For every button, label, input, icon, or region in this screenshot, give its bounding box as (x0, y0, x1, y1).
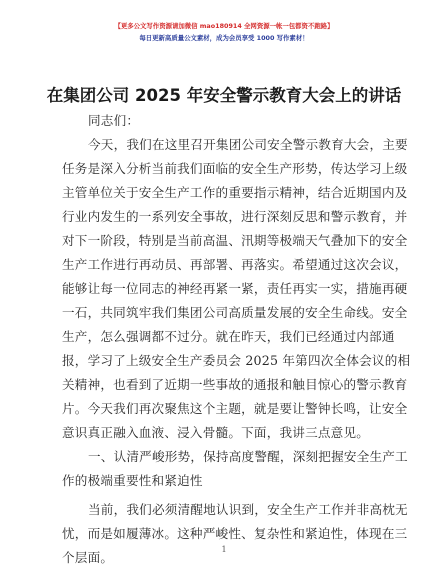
paragraph-line: 能够让每一位同志的神经再紧一紧，责任再实一实，措施再硬 (62, 281, 408, 296)
paragraph-line: 行业内发生的一系列安全事故，进行深刻反思和警示教育，并 (62, 209, 408, 224)
paragraph-line: 一石，共同筑牢我们集团公司高质量发展的安全生命线。安全 (62, 305, 408, 320)
paragraph-line: 主管单位关于安全生产工作的重要指示精神，结合近期国内及 (62, 185, 408, 200)
promo-banner-line-1: 【更多公文写作资源请加微信 mao180914 全网资源一帐一包都资不跑路】 (114, 22, 334, 30)
paragraph-line: 忧，而是如履薄冰。这种严峻性、复杂性和紧迫性，体现在三 (62, 526, 408, 541)
document-body (62, 109, 411, 570)
paragraph-line: 对下一阶段，特别是当前高温、汛期等极端天气叠加下的安全 (62, 233, 408, 248)
paragraph-line: 意识真正融入血液、浸入骨髓。下面，我讲三点意见。 (62, 425, 370, 440)
paragraph-line: 生产，怎么强调都不过分。就在昨天，我们已经通过内部通 (62, 329, 395, 344)
paragraph-line: 当前，我们必须清醒地认识到，安全生产工作并非高枕无 (88, 502, 408, 517)
section-heading-1 (62, 445, 408, 493)
section-heading-line: 一、认清严峻形势，保持高度警醒，深刻把握安全生产工 (88, 449, 408, 464)
paragraph-line: 今天，我们在这里召开集团公司安全警示教育大会，主要 (88, 137, 408, 152)
page-number: 1 (221, 545, 227, 554)
paragraph-line: 关精神，也看到了近期一些事故的通报和触目惊心的警示教育 (62, 377, 408, 392)
paragraph-line: 片。今天我们再次聚焦这个主题，就是要让警钟长鸣，让安全 (62, 401, 408, 416)
paragraph-1 (62, 133, 411, 445)
paragraph-line: 个层面。 (62, 550, 114, 565)
paragraph-line: 生产工作进行再动员、再部署、再落实。希望通过这次会议， (62, 257, 408, 272)
paragraph-line: 任务是深入分析当前我们面临的安全生产形势，传达学习上级 (62, 161, 408, 176)
section-heading-line: 作的极端重要性和紧迫性 (62, 473, 203, 488)
promo-banner-line-2: 每日更新高质量公文素材，成为会员享受 1000 写作素材！ (139, 34, 309, 42)
greeting: 同志们： (88, 113, 140, 128)
paragraph-line: 报，学习了上级安全生产委员会 2025 年第四次全体会议的相 (62, 353, 411, 368)
document-title: 在集团公司 2025 年安全警示教育大会上的讲话 (46, 86, 402, 105)
paragraph-2 (62, 498, 408, 570)
